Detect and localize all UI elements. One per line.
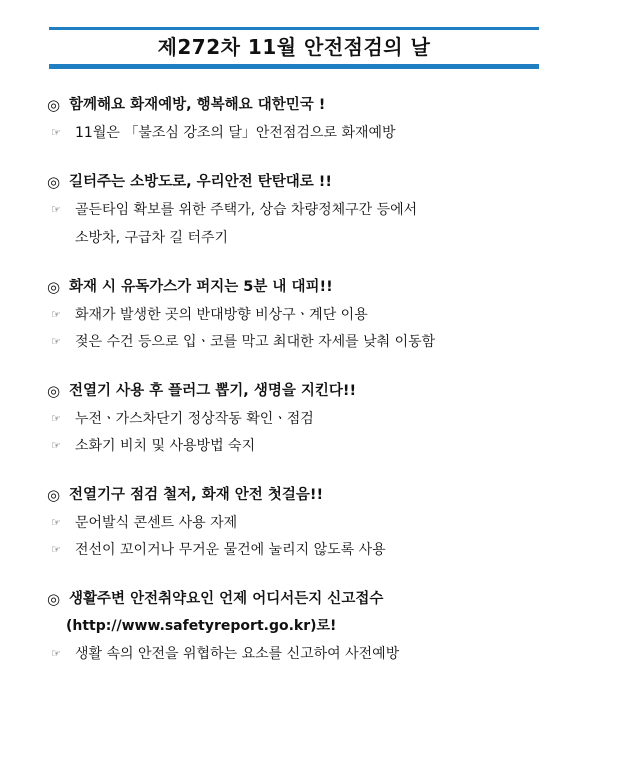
section-heading-text: 전열기구 점검 철저, 화재 안전 첫걸음!! <box>69 487 324 503</box>
title-block <box>49 27 539 69</box>
list-item-text: 골든타임 확보를 위한 주택가, 상습 차량정체구간 등에서 <box>75 202 418 218</box>
list-item <box>47 539 607 561</box>
list-item <box>47 643 607 665</box>
circle-target-icon: ◎ <box>47 278 61 296</box>
section-heading <box>47 170 607 194</box>
safety-report-link[interactable]: (http://www.safetyreport.go.kr)로! <box>66 618 337 634</box>
list-item-text: 11월은 「불조심 강조의 달」안전점검으로 화재예방 <box>75 125 396 141</box>
section-fire-prevention-month <box>47 93 607 144</box>
section-heading <box>47 379 607 403</box>
list-item <box>47 435 607 457</box>
list-item-text: 누전ㆍ가스차단기 정상작동 확인ㆍ점검 <box>75 411 314 427</box>
section-electrical-inspection <box>47 483 607 561</box>
section-fire-lane <box>47 170 607 249</box>
list-item-text: 생활 속의 안전을 위협하는 요소를 신고하여 사전예방 <box>75 646 400 662</box>
section-heading-text: 화재 시 유독가스가 퍼지는 5분 내 대피!! <box>69 279 333 295</box>
pointing-hand-icon: ☞ <box>51 543 61 556</box>
list-item-text: 젖은 수건 등으로 입ㆍ코를 막고 최대한 자세를 낮춰 이동함 <box>75 334 436 350</box>
pointing-hand-icon: ☞ <box>51 308 61 321</box>
sections-list <box>47 93 607 691</box>
pointing-hand-icon: ☞ <box>51 126 61 139</box>
section-heading <box>47 275 607 299</box>
section-heading-text: 생활주변 안전취약요인 언제 어디서든지 신고접수 <box>69 591 384 607</box>
pointing-hand-icon: ☞ <box>51 439 61 452</box>
pointing-hand-icon: ☞ <box>51 647 61 660</box>
section-heading <box>47 93 607 117</box>
section-evacuation <box>47 275 607 353</box>
section-heading-text: 길터주는 소방도로, 우리안전 탄탄대로 !! <box>69 174 333 190</box>
page-title: 제272차 11월 안전점검의 날 <box>157 35 431 59</box>
list-item <box>47 122 607 144</box>
list-item <box>47 304 607 326</box>
list-item-text: 화재가 발생한 곳의 반대방향 비상구ㆍ계단 이용 <box>75 307 368 323</box>
list-item-text: 문어발식 콘센트 사용 자제 <box>75 515 238 531</box>
pointing-hand-icon: ☞ <box>51 203 61 216</box>
list-item-text: 전선이 꼬이거나 무거운 물건에 눌리지 않도록 사용 <box>75 542 386 558</box>
list-item-text: 소화기 비치 및 사용방법 숙지 <box>75 438 256 454</box>
pointing-hand-icon: ☞ <box>51 412 61 425</box>
circle-target-icon: ◎ <box>47 173 61 191</box>
list-item <box>47 331 607 353</box>
circle-target-icon: ◎ <box>47 96 61 114</box>
list-item-continuation: 소방차, 구급차 길 터주기 <box>75 230 229 246</box>
section-safety-report <box>47 587 607 665</box>
section-heading-text: 전열기 사용 후 플러그 뽑기, 생명을 지킨다!! <box>69 383 357 399</box>
circle-target-icon: ◎ <box>47 382 61 400</box>
list-item <box>47 199 607 221</box>
section-heading-text: 함께해요 화재예방, 행복해요 대한민국 ! <box>69 97 326 113</box>
section-unplug-heaters <box>47 379 607 457</box>
pointing-hand-icon: ☞ <box>51 335 61 348</box>
title-rule-bottom <box>49 64 539 69</box>
circle-target-icon: ◎ <box>47 486 61 504</box>
circle-target-icon: ◎ <box>47 590 61 608</box>
list-item <box>47 408 607 430</box>
section-heading <box>47 483 607 507</box>
list-item <box>47 512 607 534</box>
pointing-hand-icon: ☞ <box>51 516 61 529</box>
section-heading <box>47 587 607 611</box>
